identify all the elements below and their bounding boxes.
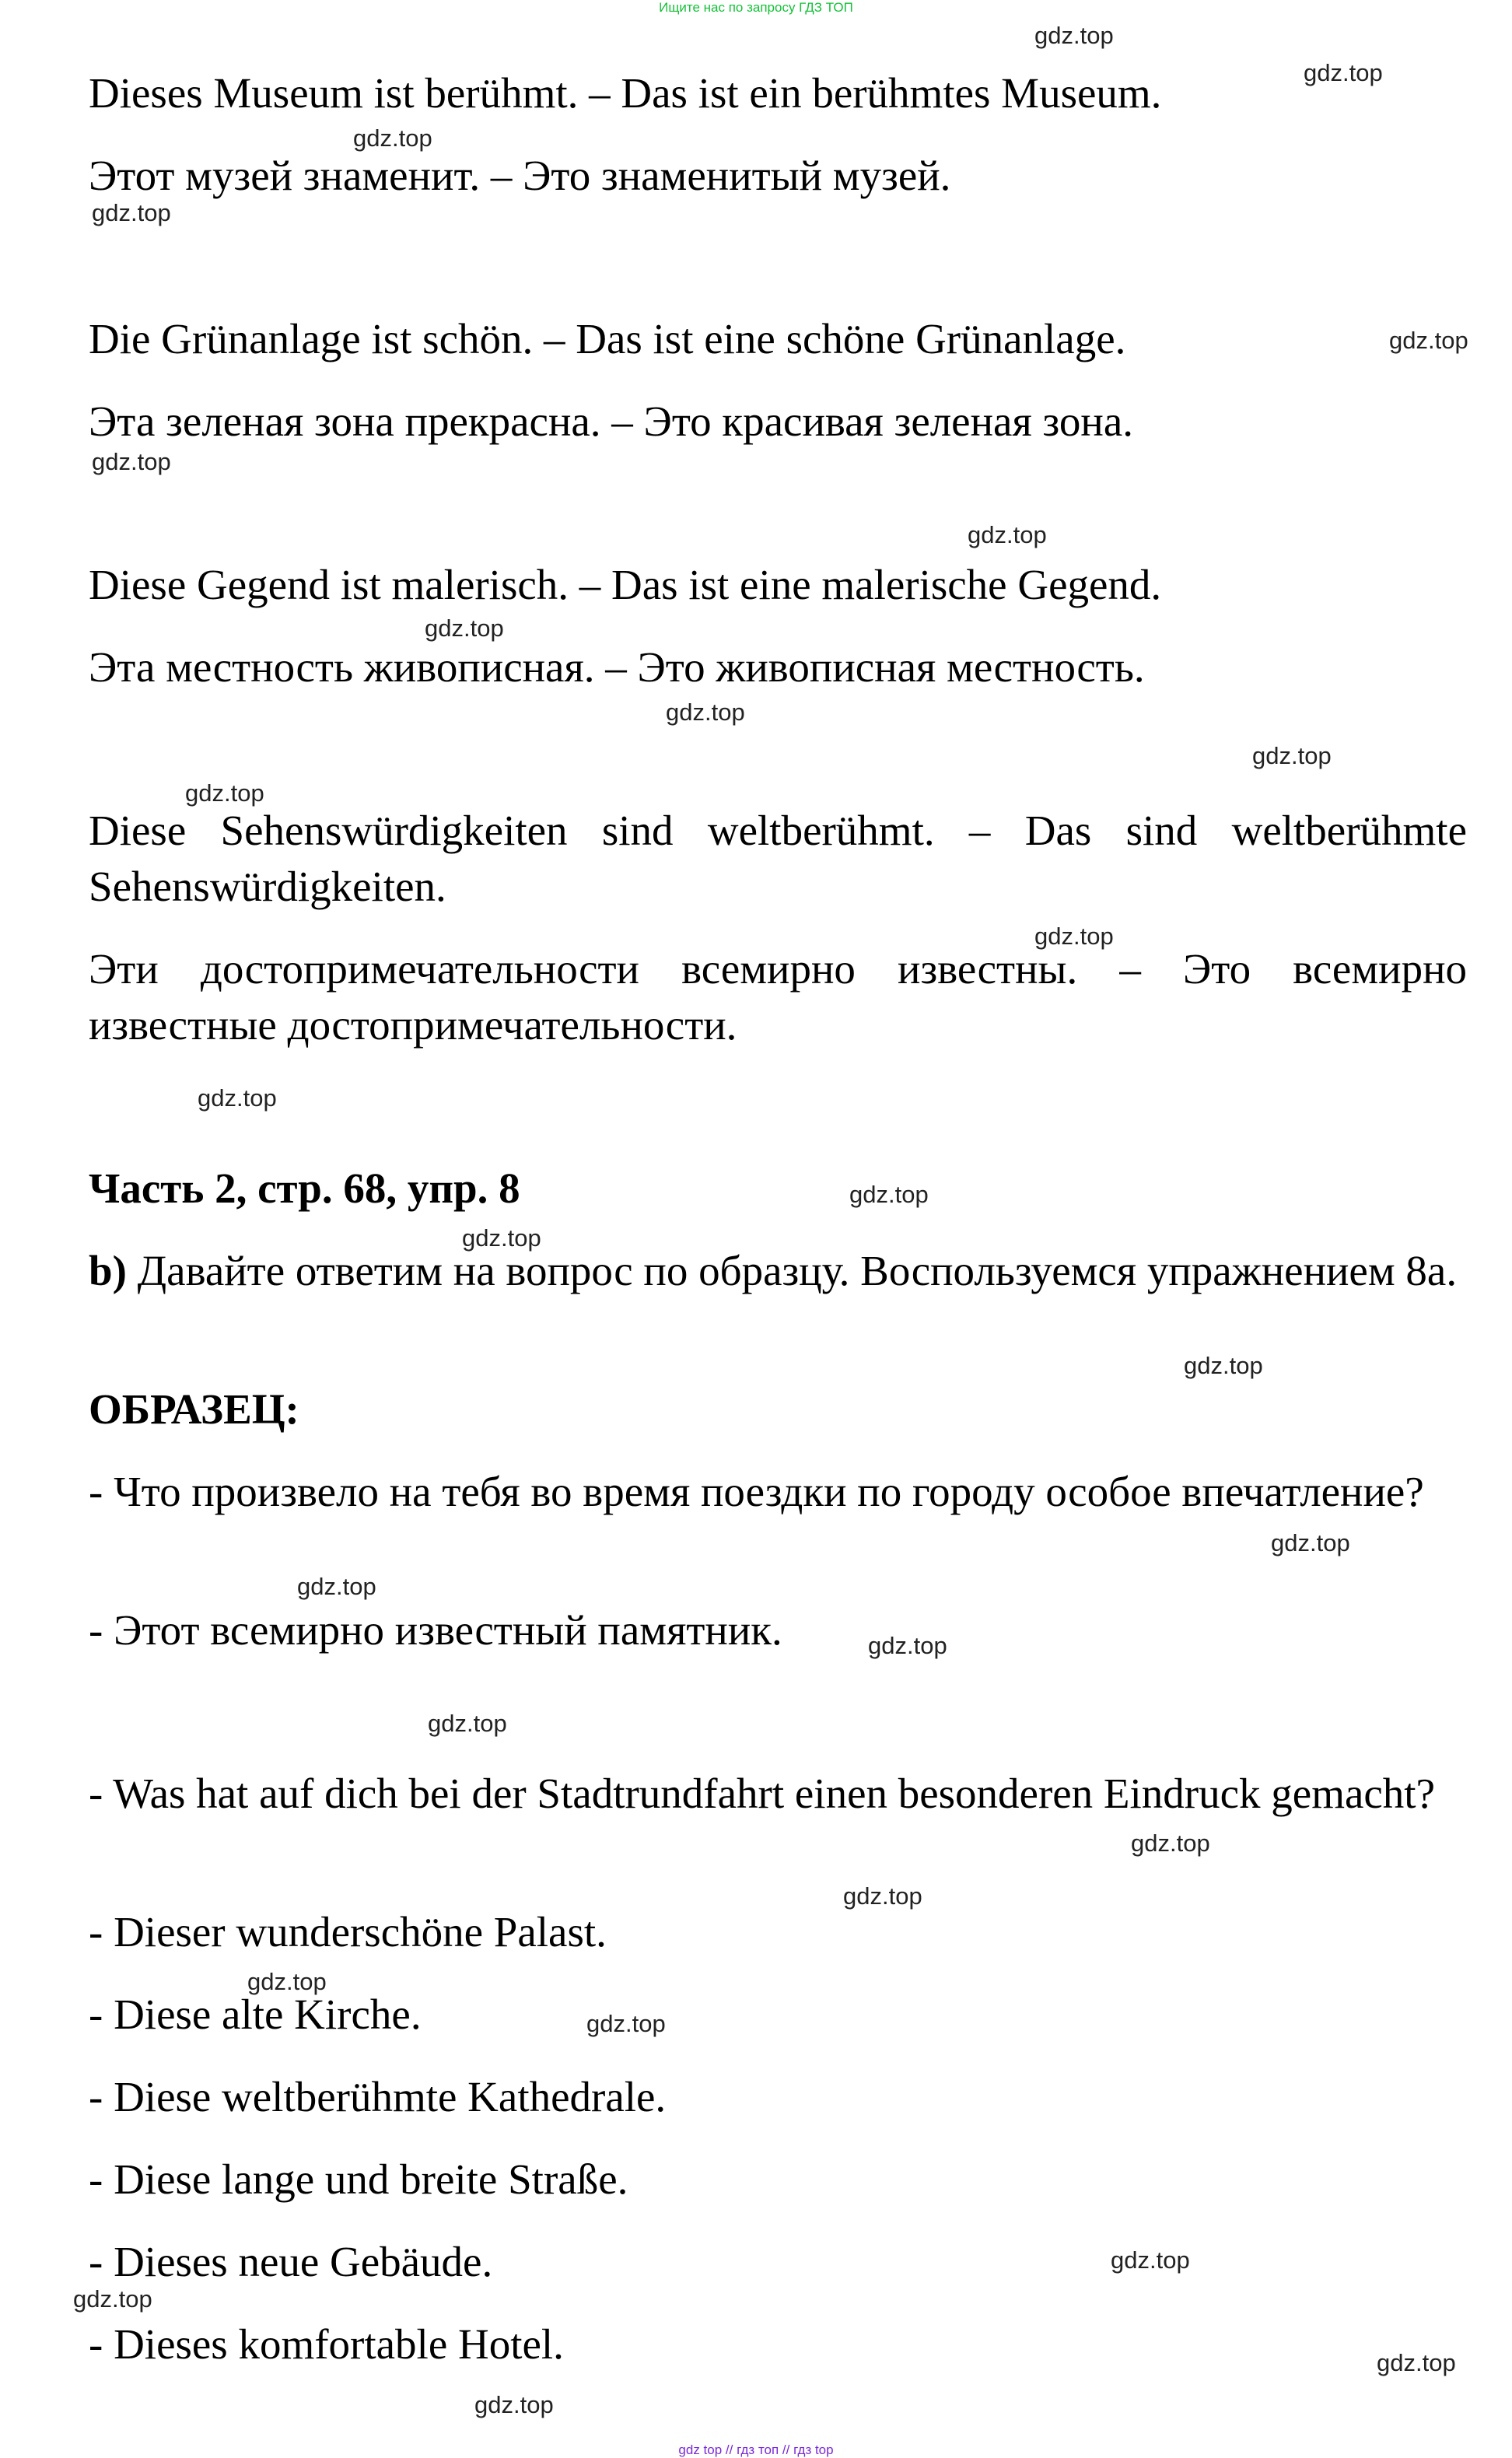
watermark: gdz.top bbox=[92, 448, 171, 475]
example-3-ru: Эта местность живописная. – Это живописная местность. bbox=[89, 643, 1145, 691]
watermark: gdz.top bbox=[1377, 2349, 1456, 2376]
answer-item: - Diese weltberühmte Kathedrale. bbox=[89, 2073, 667, 2120]
watermark: gdz.top bbox=[1034, 22, 1114, 49]
question-de: - Was hat auf dich bei der Stadtrundfahrt einen besonderen Eindruck gemacht? bbox=[89, 1770, 1435, 1817]
example-1-ru: Этот музей знаменит. – Это знаменитый музей. bbox=[89, 152, 951, 199]
answer-item: - Dieser wunderschöne Palast. bbox=[89, 1908, 607, 1956]
example-1-de: Dieses Museum ist berühmt. – Das ist ein berühmtes Museum. bbox=[89, 69, 1162, 117]
watermark: gdz.top bbox=[297, 1573, 376, 1600]
watermark: gdz.top bbox=[968, 521, 1047, 548]
watermark: gdz.top bbox=[843, 1882, 922, 1910]
example-3-de: Diese Gegend ist malerisch. – Das ist eine malerische Gegend. bbox=[89, 561, 1162, 608]
sample-answer: - Этот всемирно известный памятник. bbox=[89, 1606, 782, 1654]
watermark: gdz.top bbox=[247, 1968, 327, 1995]
task-label: b) bbox=[89, 1247, 127, 1294]
task-text: Давайте ответим на вопрос по образцу. Воспользуемся упражнением 8а. bbox=[126, 1247, 1458, 1294]
task-paragraph bbox=[89, 1243, 1467, 1299]
watermark: gdz.top bbox=[1034, 923, 1114, 950]
answer-item: - Dieses komfortable Hotel. bbox=[89, 2320, 564, 2368]
sample-label: ОБРАЗЕЦ: bbox=[89, 1385, 299, 1433]
example-2-de: Die Grünanlage ist schön. – Das ist eine schöne Grünanlage. bbox=[89, 315, 1126, 362]
example-4-de: Diese Sehenswürdigkeiten sind weltberühmt. – Das sind weltberühmte Sehenswürdigkeiten. bbox=[89, 807, 1467, 910]
answer-item: - Diese lange und breite Straße. bbox=[89, 2155, 628, 2203]
answer-item: - Diese alte Kirche. bbox=[89, 1991, 422, 2038]
watermark: gdz.top bbox=[586, 2010, 666, 2037]
example-2-ru: Эта зеленая зона прекрасна. – Это красивая зеленая зона. bbox=[89, 397, 1133, 445]
watermark: gdz.top bbox=[666, 699, 745, 726]
section-heading: Часть 2, стр. 68, упр. 8 bbox=[89, 1164, 520, 1212]
bottom-banner: gdz top // гдз топ // гдз top bbox=[678, 2442, 834, 2457]
watermark: gdz.top bbox=[474, 2391, 554, 2418]
sample-question: - Что произвело на тебя во время поездки по городу особое впечатление? bbox=[89, 1468, 1424, 1515]
watermark: gdz.top bbox=[1131, 1829, 1210, 1857]
watermark: gdz.top bbox=[1271, 1529, 1350, 1556]
watermark: gdz.top bbox=[428, 1710, 507, 1737]
watermark: gdz.top bbox=[1304, 59, 1383, 86]
watermark: gdz.top bbox=[92, 199, 171, 226]
watermark: gdz.top bbox=[1184, 1352, 1263, 1379]
watermark: gdz.top bbox=[868, 1632, 947, 1659]
watermark: gdz.top bbox=[353, 124, 432, 152]
watermark: gdz.top bbox=[1252, 742, 1332, 769]
watermark: gdz.top bbox=[462, 1224, 541, 1252]
answer-item: - Dieses neue Gebäude. bbox=[89, 2238, 493, 2285]
watermark: gdz.top bbox=[198, 1084, 277, 1112]
top-banner: Ищите нас по запросу ГДЗ ТОП bbox=[659, 0, 853, 15]
watermark: gdz.top bbox=[849, 1181, 929, 1208]
example-4-ru: Эти достопримечательности всемирно известны. – Это всемирно известные достопримечательности. bbox=[89, 945, 1467, 1049]
watermark: gdz.top bbox=[1389, 327, 1468, 354]
watermark: gdz.top bbox=[73, 2285, 152, 2313]
watermark: gdz.top bbox=[185, 779, 264, 807]
watermark: gdz.top bbox=[1111, 2246, 1190, 2274]
watermark: gdz.top bbox=[425, 614, 504, 642]
